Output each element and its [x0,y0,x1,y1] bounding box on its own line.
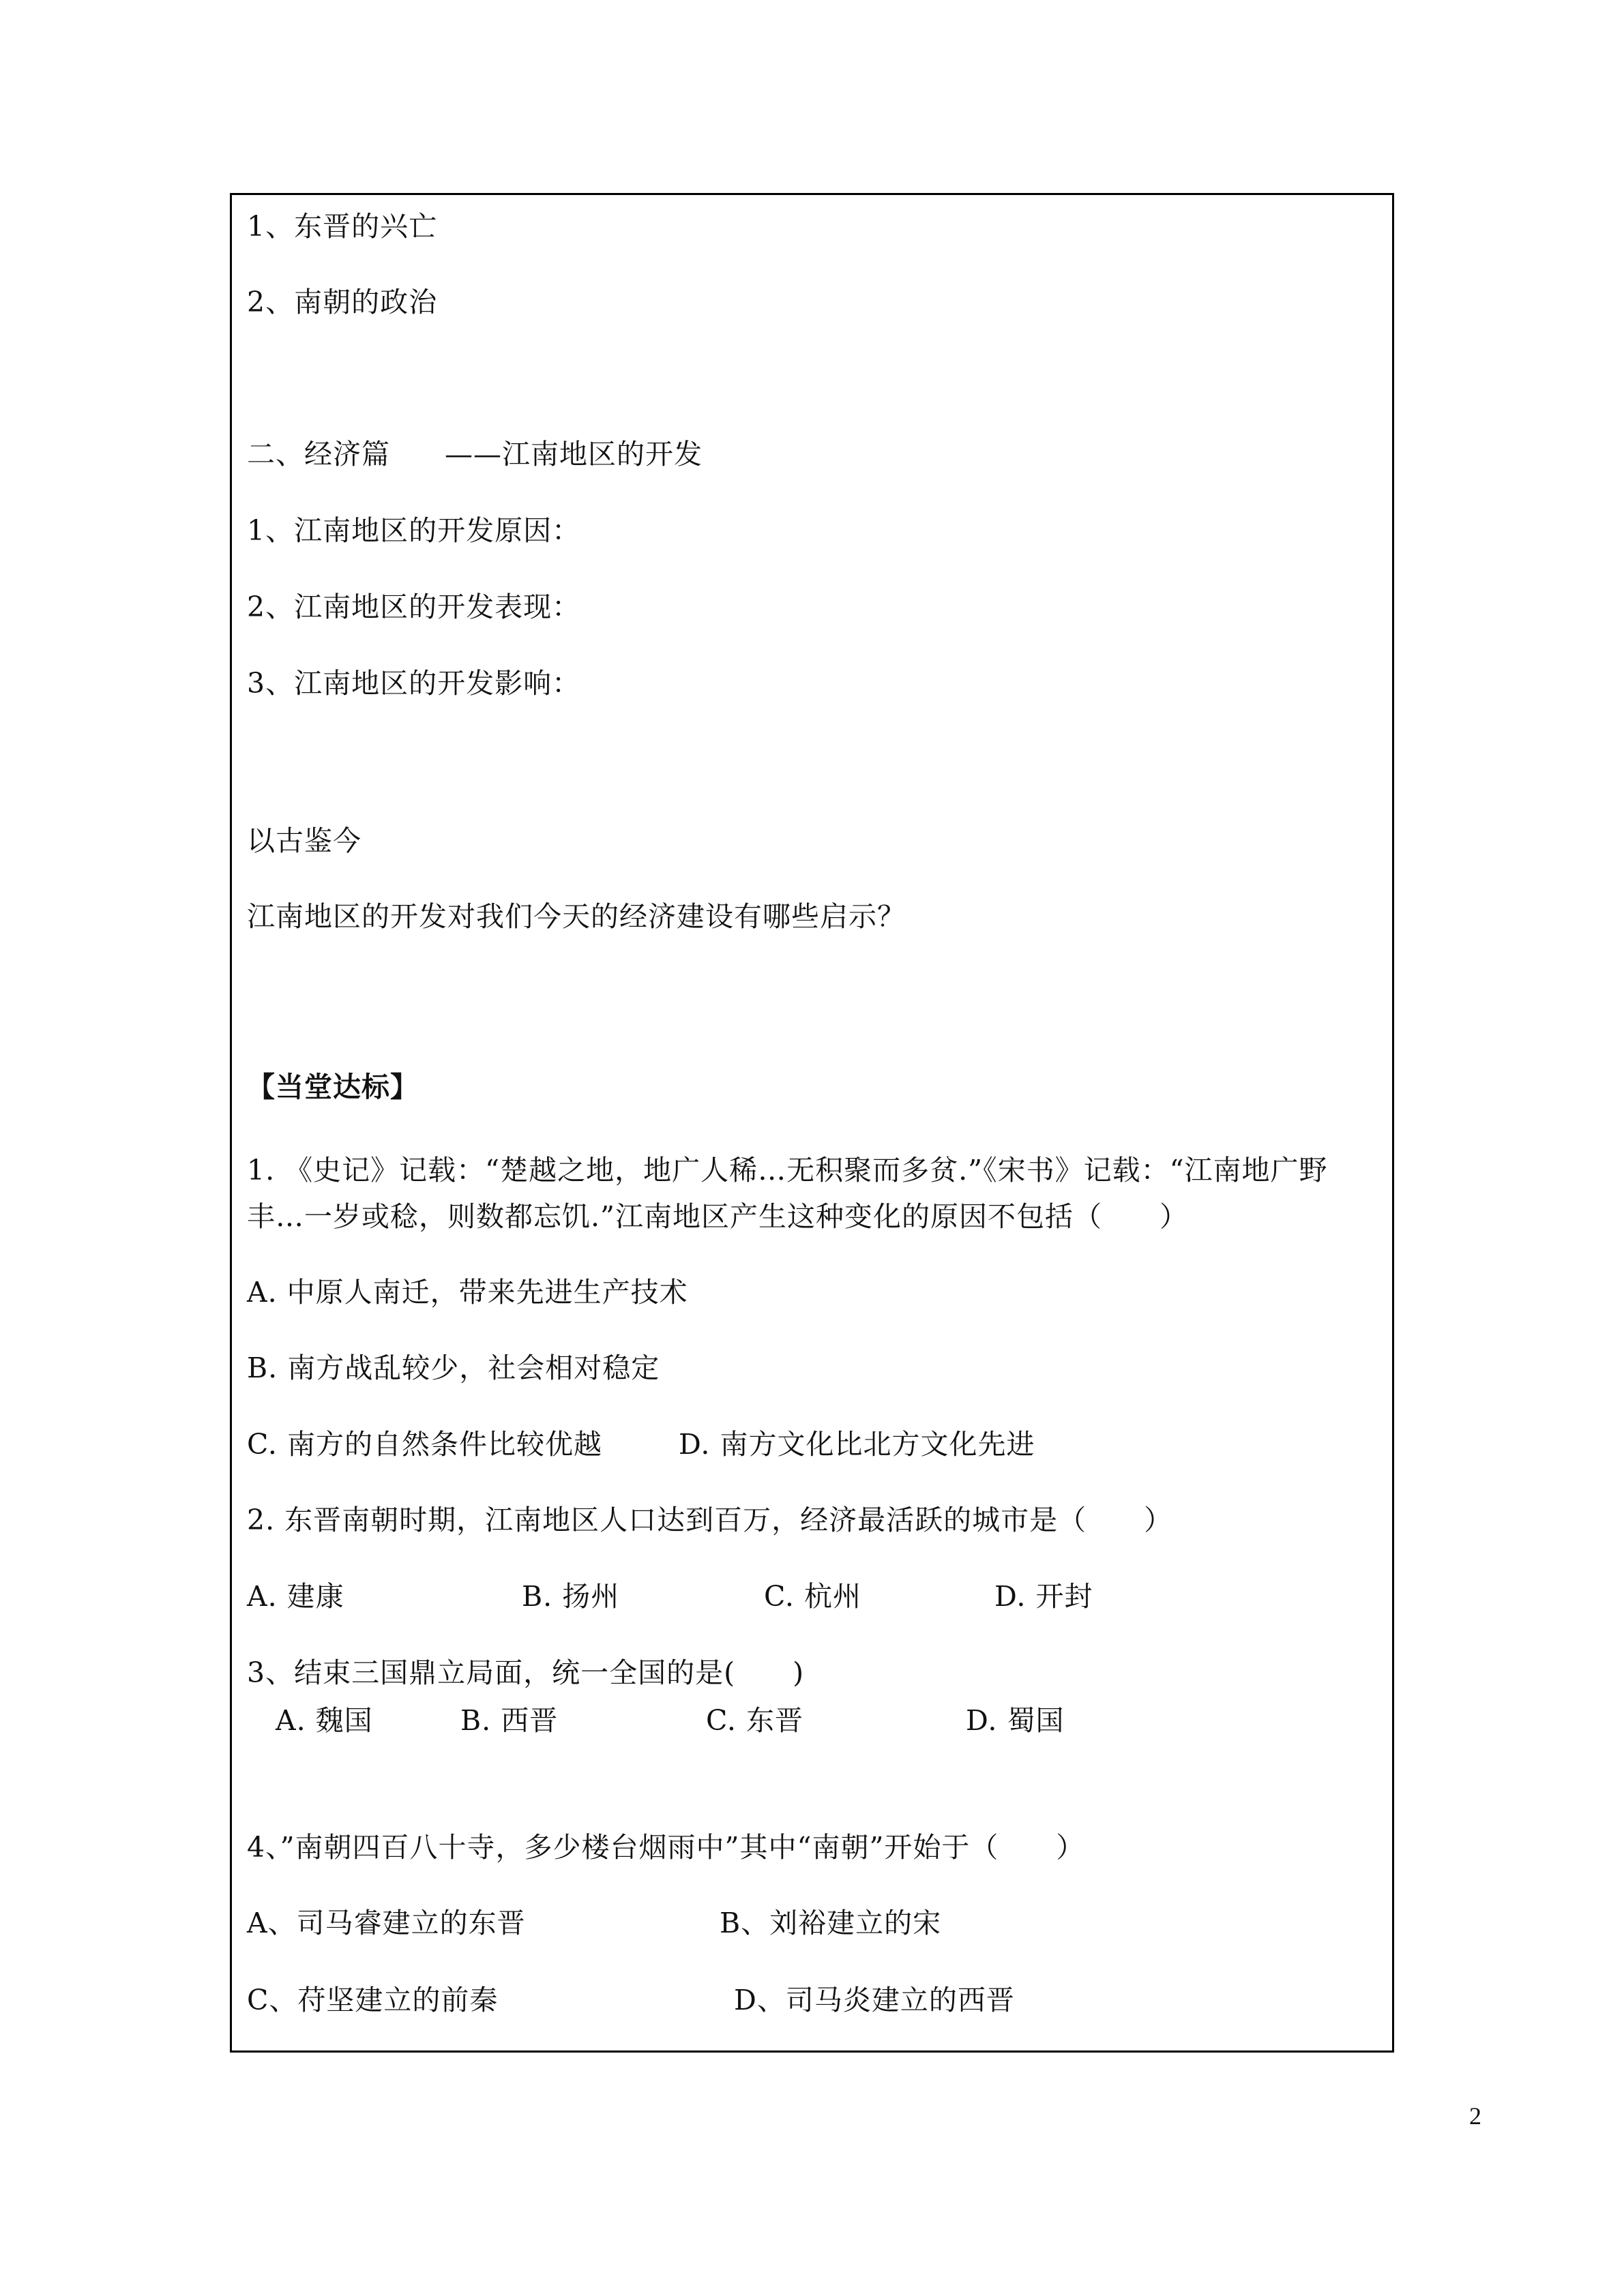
q3-option-a: A. 魏国 [276,1704,373,1737]
q2-option-c: C. 杭州 [764,1580,861,1613]
section-heading: 【当堂达标】 [247,1071,419,1103]
q2-option-d: D. 开封 [994,1580,1093,1613]
q1-option-b: B. 南方战乱较少，社会相对稳定 [247,1352,660,1384]
q1-text-line2: 丰…一岁或稔，则数都忘饥.”江南地区产生这种变化的原因不包括（ ） [247,1200,1188,1233]
item-southern-politics: 2、南朝的政治 [247,286,438,318]
q3-option-d: D. 蜀国 [966,1704,1065,1737]
q2-option-b: B. 扬州 [522,1580,620,1613]
item-dev-performance: 2、江南地区的开发表现： [247,591,581,623]
q2-text: 2. 东晋南朝时期，江南地区人口达到百万，经济最活跃的城市是（ ） [247,1504,1173,1536]
q3-option-c: C. 东晋 [706,1704,803,1737]
q4-option-a: A、司马睿建立的东晋 [247,1907,526,1939]
economy-subheading: ——江南地区的开发 [445,438,703,471]
q4-option-c: C、苻坚建立的前秦 [247,1984,499,2016]
q1-option-a: A. 中原人南迁，带来先进生产技术 [247,1276,688,1309]
economy-heading: 二、经济篇 [247,438,390,471]
item-dev-impact: 3、江南地区的开发影响： [247,667,581,700]
q3-option-b: B. 西晋 [460,1704,559,1737]
content-frame [230,193,1394,2053]
learn-from-past-heading: 以古鉴今 [247,824,361,857]
q1-option-c: C. 南方的自然条件比较优越 [247,1428,602,1461]
q1-option-d: D. 南方文化比北方文化先进 [679,1428,1035,1461]
q3-text: 3、结束三国鼎立局面，统一全国的是( ) [247,1656,805,1689]
item-east-jin: 1、东晋的兴亡 [247,210,438,243]
q2-option-a: A. 建康 [247,1580,344,1613]
learn-from-past-question: 江南地区的开发对我们今天的经济建设有哪些启示？ [247,900,906,933]
item-dev-reason: 1、江南地区的开发原因： [247,514,581,547]
q4-option-b: B、刘裕建立的宋 [720,1907,942,1939]
q1-text-line1: 1. 《史记》记载：“楚越之地，地广人稀…无积聚而多贫.”《宋书》记载：“江南地广野 [247,1154,1328,1187]
q4-text: 4、”南朝四百八十寺，多少楼台烟雨中”其中“南朝”开始于（ ） [247,1831,1085,1864]
q4-option-d: D、司马炎建立的西晋 [734,1984,1015,2016]
page-number: 2 [1469,2102,1481,2130]
